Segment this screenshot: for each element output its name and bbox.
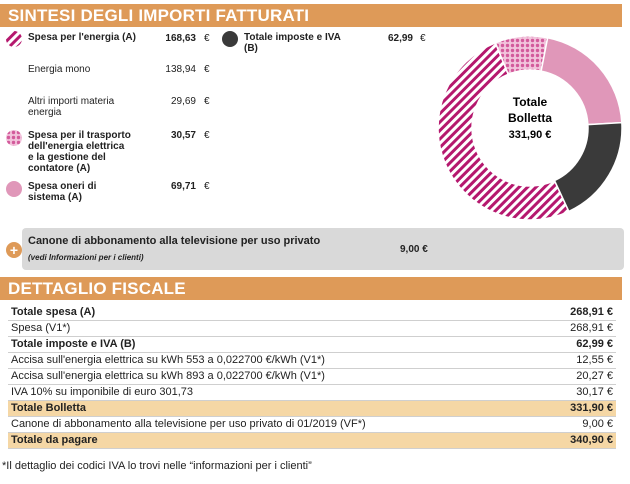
fiscal-row [8,369,616,385]
fiscal-row-value: 20,27 € [544,369,617,385]
fiscal-row [8,417,616,433]
donut-slice-oneri [541,38,622,125]
canone-note-text[interactable]: vedi Informazioni per i clienti [30,253,141,262]
spesa-oneri-amount: 69,71 [170,181,196,192]
fiscal-row-value: 268,91 € [544,305,617,321]
canone-box[interactable] [22,228,624,270]
currency-symbol: € [204,181,210,192]
fiscal-row [8,337,616,353]
energia-stripes-icon [6,31,22,47]
currency-symbol: € [204,33,210,44]
fiscal-row [8,433,616,449]
currency-symbol: € [204,96,210,107]
energia-mono-label: Energia mono [28,64,91,75]
fiscal-row-label: Spesa (V1*) [8,321,544,337]
spesa-energia-amount: 168,63 [165,33,196,44]
totale-imposte-label: Totale imposte e IVA (B) [244,32,341,54]
trasporto-dots-icon [6,130,22,146]
altri-importi-amount: 29,69 [170,96,196,107]
plus-icon[interactable]: + [6,242,22,258]
fiscal-table [8,305,616,449]
fiscal-header: DETTAGLIO FISCALE [0,277,622,300]
fiscal-row-value: 62,99 € [544,337,617,353]
altri-importi-label: Altri importi materia energia [28,96,115,118]
fiscal-row [8,321,616,337]
canone-amount: 9,00 € [400,244,428,255]
fiscal-row-label: Accisa sull'energia elettrica su kWh 893 a 0,022700 €/kWh (V1*) [8,369,544,385]
energia-mono-amount: 138,94 [165,64,196,75]
summary-header: SINTESI DEGLI IMPORTI FATTURATI [0,4,622,27]
imposte-icon [222,31,238,47]
currency-symbol: € [420,33,426,44]
currency-symbol: € [204,64,210,75]
fiscal-row-label: Totale Bolletta [8,401,544,417]
fiscal-row-value: 12,55 € [544,353,617,369]
fiscal-row-label: Canone di abbonamento alla televisione per uso privato di 01/2019 (VF*) [8,417,544,433]
fiscal-row-label: Totale imposte e IVA (B) [8,337,544,353]
fiscal-row [8,305,616,321]
donut-center-value: 331,90 € [508,129,552,141]
footnote: *Il dettaglio dei codici IVA lo trovi nelle “informazioni per i clienti” [2,460,312,472]
donut-center-line2: Bolletta [507,111,553,125]
fiscal-row [8,385,616,401]
fiscal-row-label: Totale da pagare [8,433,544,449]
donut-slice-imposte [555,123,622,212]
fiscal-row [8,401,616,417]
spesa-trasporto-label: Spesa per il trasporto dell'energia elettrica e la gestione del contatore (A) [28,130,131,174]
spesa-trasporto-amount: 30,57 [170,130,196,141]
fiscal-row-value: 30,17 € [544,385,617,401]
fiscal-row-value: 340,90 € [544,433,617,449]
fiscal-row-value: 268,91 € [544,321,617,337]
oneri-icon [6,181,22,197]
canone-label: Canone di abbonamento alla televisione per uso privato [28,235,321,247]
fiscal-row [8,353,616,369]
fiscal-row-label: IVA 10% su imponibile di euro 301,73 [8,385,544,401]
bill-donut-chart [430,28,630,228]
fiscal-row-value: 331,90 € [544,401,617,417]
fiscal-row-value: 9,00 € [544,417,617,433]
totale-imposte-amount: 62,99 [387,33,413,44]
currency-symbol: € [204,130,210,141]
spesa-oneri-label: Spesa oneri di sistema (A) [28,181,97,203]
fiscal-row-label: Totale spesa (A) [8,305,544,321]
fiscal-row-label: Accisa sull'energia elettrica su kWh 553 a 0,022700 €/kWh (V1*) [8,353,544,369]
canone-note[interactable]: (vedi Informazioni per i clienti) [28,253,144,262]
spesa-energia-label: Spesa per l'energia (A) [28,32,136,43]
donut-center-line1: Totale [512,95,548,109]
